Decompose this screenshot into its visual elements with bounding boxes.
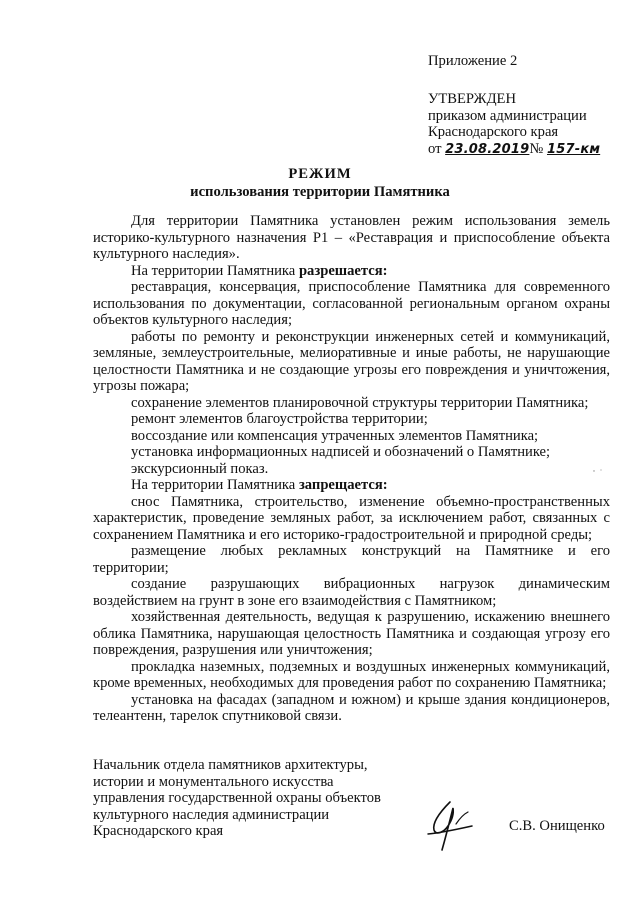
allowed-keyword: разрешается: xyxy=(298,262,388,279)
forbidden-item: установка на фасадах (западном и южном) и крыше здания кондиционеров, телеантенн, тарелок спутниковой связи. xyxy=(93,691,610,724)
signatory-position xyxy=(93,757,403,840)
allowed-item: воссоздание или компенсация утраченных элементов Памятника; xyxy=(131,427,539,444)
position-line: Краснодарского края xyxy=(93,823,224,839)
allowed-item: сохранение элементов планировочной структуры территории Памятника; xyxy=(131,394,589,411)
allowed-lead: На территории Памятника xyxy=(131,262,299,279)
allowed-heading xyxy=(93,263,610,280)
number-prefix: № xyxy=(529,140,544,157)
forbidden-item: прокладка наземных, подземных и воздушных инженерных коммуникаций, кроме временных, необходимых для проведения работ по сохранению Памятника; xyxy=(93,658,610,691)
allowed-item: реставрация, консервация, приспособление Памятника для современного использования по документации, согласованной региональным органом охраны объектов культурного наследия; xyxy=(93,279,610,328)
approved-line-1: приказом администрации xyxy=(428,107,587,124)
document-title: РЕЖИМ xyxy=(288,166,352,182)
position-line: культурного наследия администрации xyxy=(93,806,330,823)
appendix-label: Приложение 2 xyxy=(428,53,518,69)
position-line: Начальник отдела памятников архитектуры, xyxy=(93,757,368,773)
intro-paragraph: Для территории Памятника установлен режим использования земель историко-культурного назначения Р1 – «Реставрация и приспособление объекта культурного наследия». xyxy=(93,213,610,262)
forbidden-item: создание разрушающих вибрационных нагрузок динамическим воздействием на грунт в зоне его взаимодействия с Памятником; xyxy=(93,576,610,609)
forbidden-lead: На территории Памятника xyxy=(131,477,299,493)
order-number: 157-км xyxy=(546,141,601,157)
handwritten-signature xyxy=(420,796,478,854)
allowed-item: ремонт элементов благоустройства территории; xyxy=(131,411,428,427)
forbidden-item: снос Памятника, строительство, изменение объемно-пространственных характеристик, проведение земляных работ, за исключением работ, связанных с сохранением Памятника и его историко-градостроительной и природной среды; xyxy=(93,493,610,543)
position-line: истории и монументального искусства xyxy=(93,773,334,790)
allowed-item: экскурсионный показ. xyxy=(131,460,269,477)
document-body xyxy=(93,213,610,725)
position-line: управления государственной охраны объектов xyxy=(93,790,381,806)
document-subtitle: использования территории Памятника xyxy=(190,184,450,200)
allowed-item: установка информационных надписей и обозначений о Памятнике; xyxy=(131,444,551,460)
forbidden-heading xyxy=(93,477,610,494)
forbidden-item: размещение любых рекламных конструкций на Памятнике и его территории; xyxy=(93,543,610,576)
approval-block xyxy=(428,91,628,158)
signatory-name: С.В. Онищенко xyxy=(509,818,605,834)
allowed-item: работы по ремонту и реконструкции инженерных сетей и коммуникаций, земляные, землеустроительные, мелиоративные и иные работы, не нарушающие целостности Памятника и не создающие угрозы его повреждения и уничтожения, угрозы пожара; xyxy=(93,328,610,394)
approved-title: УТВЕРЖДЕН xyxy=(428,91,516,107)
date-prefix: от xyxy=(428,140,442,157)
order-date: 23.08.2019 xyxy=(445,141,530,157)
order-date-line xyxy=(428,141,628,159)
forbidden-keyword: запрещается: xyxy=(298,477,388,493)
scan-speck xyxy=(592,468,604,474)
approved-line-2: Краснодарского края xyxy=(428,124,559,140)
forbidden-item: хозяйственная деятельность, ведущая к разрушению, искажению внешнего облика Памятника, нарушающая целостность Памятника и создающая угрозу его повреждения, разрушения или уничтожения; xyxy=(93,609,610,658)
